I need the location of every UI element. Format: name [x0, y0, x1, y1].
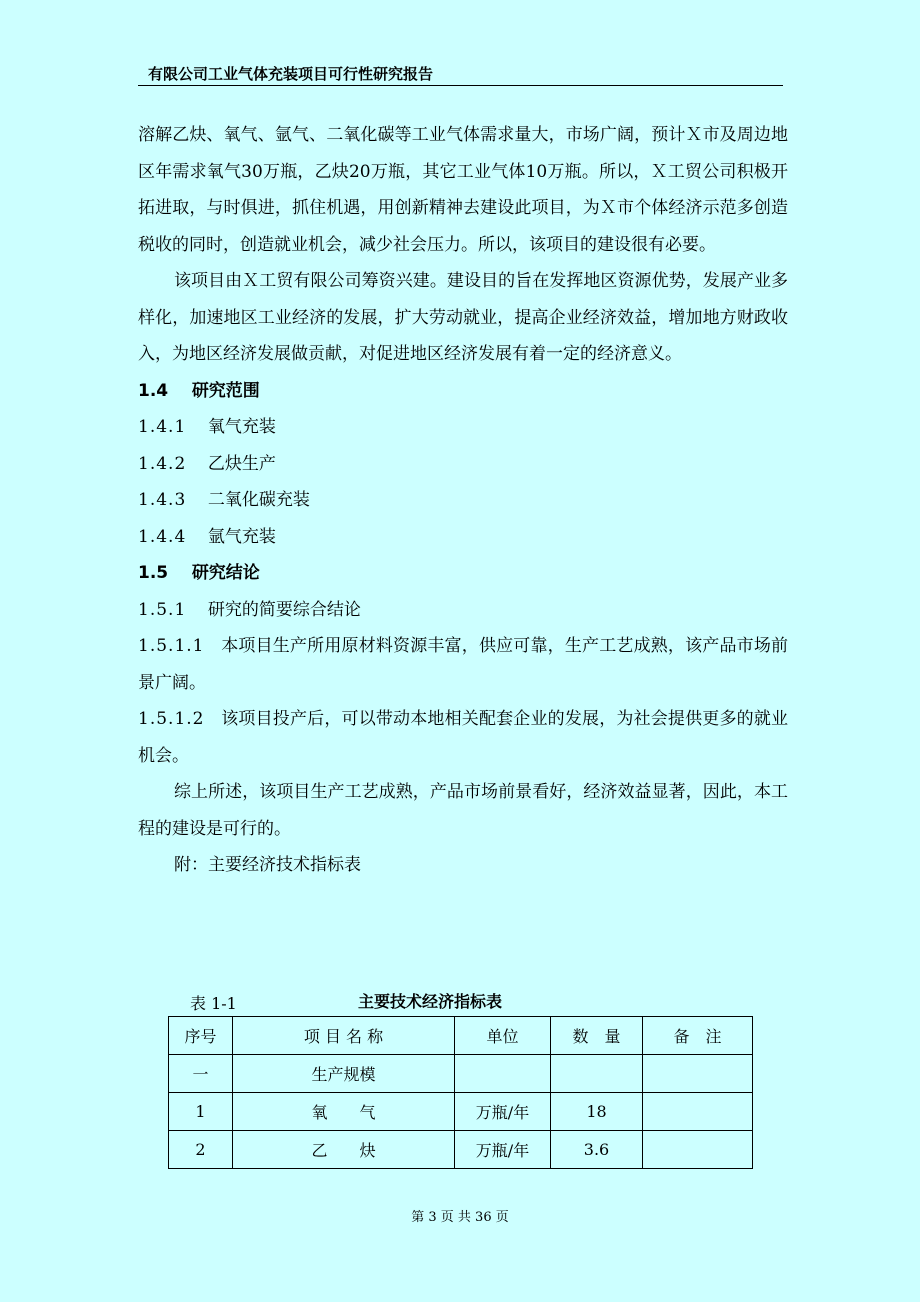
page-footer: 第 3 页 共 36 页: [411, 1210, 509, 1225]
section-number: 1.4.1: [138, 417, 187, 437]
table-cell: [643, 1093, 753, 1131]
section-title: 研究范围: [191, 380, 260, 401]
section-number: 1.4.4: [138, 526, 187, 547]
table-cell: [643, 1055, 753, 1093]
table-cell: 乙 炔: [233, 1131, 455, 1169]
section-1-4-2: [138, 446, 788, 483]
section-text: 本项目生产所用原材料资源丰富，供应可靠，生产工艺成熟，该产品市场前景广阔。: [138, 636, 789, 693]
table-cell: [551, 1055, 643, 1093]
section-1-4-1: [138, 409, 788, 446]
section-1-5-1: [138, 592, 788, 629]
section-1-5: [138, 555, 788, 592]
table-cell: 万瓶/年: [455, 1093, 551, 1131]
section-1-5-1-2: [138, 701, 788, 774]
section-1-4-3: [138, 482, 788, 519]
header-cell: 数 量: [551, 1017, 643, 1055]
table-caption: [190, 987, 750, 1015]
table-header-row: [169, 1017, 753, 1055]
appendix-note: 附：主要经济技术指标表: [174, 855, 361, 875]
section-number: 1.5: [138, 563, 169, 583]
table-title: 主要技术经济指标表: [358, 992, 503, 1011]
section-number: 1.5.1.1: [138, 636, 205, 656]
table-row: [169, 1055, 753, 1093]
section-title: 二氧化碳充装: [207, 490, 310, 510]
table-cell: 生产规模: [233, 1055, 455, 1093]
section-title: 氩气充装: [207, 526, 276, 547]
table-label: 表 1-1: [190, 994, 237, 1013]
document-body: [138, 117, 788, 884]
section-text: 该项目投产后，可以带动本地相关配套企业的发展，为社会提供更多的就业机会。: [138, 709, 789, 766]
table-row: [169, 1093, 753, 1131]
section-1-4-4: [138, 519, 788, 556]
paragraph-2: 该项目由Ｘ工贸有限公司筹资兴建。建设目的旨在发挥地区资源优势，发展产业多样化，加速地区工业经济的发展，扩大劳动就业，提高企业经济效益，增加地方财政收入，为地区经济发展做贡献，对促进地区经济发展有着一定的经济意义。: [138, 271, 788, 364]
section-number: 1.4: [138, 380, 169, 401]
header-cell: 项 目 名 称: [233, 1017, 455, 1055]
table-cell: 一: [169, 1055, 233, 1093]
section-1-5-1-1: [138, 628, 788, 701]
section-number: 1.5.1: [138, 599, 187, 620]
paragraph-1: 溶解乙炔、氧气、氩气、二氧化碳等工业气体需求量大，市场广阔，预计Ｘ市及周边地区年需求氧气30万瓶，乙炔20万瓶，其它工业气体10万瓶。所以，Ｘ工贸公司积极开拓进取，与时俱进，抓住机遇，用创新精神去建设此项目，为Ｘ市个体经济示范多创造税收的同时，创造就业机会，减少社会压力。所以，该项目的建设很有必要。: [138, 125, 788, 255]
header-cell: 单位: [455, 1017, 551, 1055]
table-cell: 1: [169, 1093, 233, 1131]
table-cell: 氧 气: [233, 1093, 455, 1131]
header-cell: 序号: [169, 1017, 233, 1055]
section-title: 研究结论: [191, 563, 260, 583]
section-number: 1.4.3: [138, 490, 187, 510]
page-header: 有限公司工业气体充装项目可行性研究报告: [138, 62, 783, 86]
table-cell: 3.6: [551, 1131, 643, 1169]
section-number: 1.4.2: [138, 453, 187, 474]
table-cell: [455, 1055, 551, 1093]
section-title: 乙炔生产: [207, 453, 276, 474]
table-cell: 18: [551, 1093, 643, 1131]
section-number: 1.5.1.2: [138, 709, 205, 729]
header-cell: 备 注: [643, 1017, 753, 1055]
indicator-table: [168, 1016, 753, 1169]
table-cell: [643, 1131, 753, 1169]
section-1-4: [138, 373, 788, 410]
table-row: [169, 1131, 753, 1169]
table-cell: 2: [169, 1131, 233, 1169]
table-cell: 万瓶/年: [455, 1131, 551, 1169]
section-title: 氧气充装: [207, 417, 276, 437]
paragraph-conclusion: 综上所述，该项目生产工艺成熟，产品市场前景看好，经济效益显著，因此，本工程的建设是可行的。: [138, 782, 788, 839]
section-title: 研究的简要综合结论: [207, 599, 361, 620]
